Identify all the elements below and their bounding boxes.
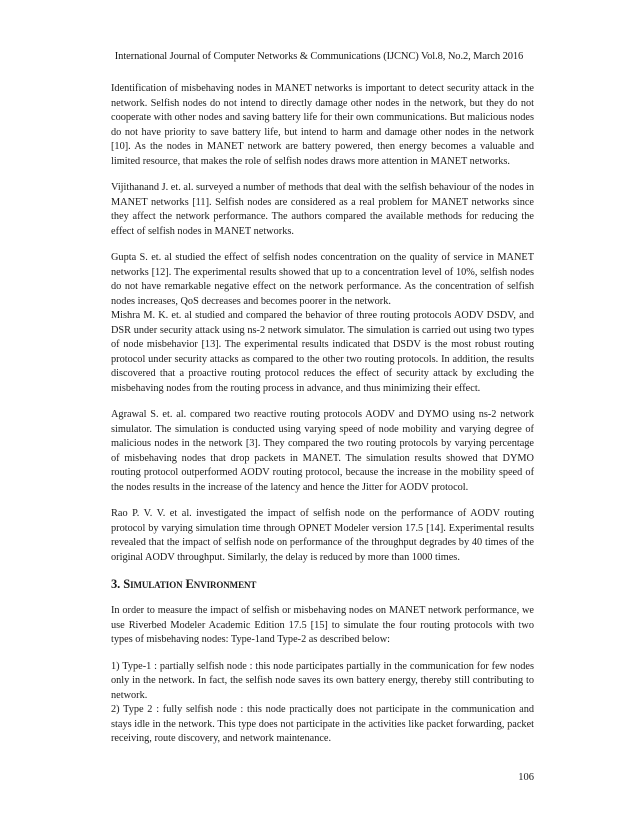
paragraph-vijithanand: Vijithanand J. et. al. surveyed a number of methods that deal with the selfish behaviour of the nodes in MANET networks [11]. Selfish nodes are considered as a real problem for MANET networks since they affect the network performance. The authors compared the available methods for reducing the effect of selfish nodes in MANET networks.	[111, 182, 534, 237]
section-heading	[111, 577, 534, 592]
list-item-type-1: 1) Type-1 : partially selfish node : this node participates partially in the communication for few nodes only in the network. In fact, the selfish node saves its own battery energy, thereby still contributing to network.	[111, 660, 534, 701]
page-body	[111, 82, 534, 759]
paragraph-agrawal: Agrawal S. et. al. compared two reactive routing protocols AODV and DYMO using ns-2 network simulator. The simulation is conducted using varying speed of node mobility and varying degree of malicious nodes in the network [3]. They compared the two routing protocols by varying percentage of misbehaving nodes that drop packets in MANET. The simulation results showed that DYMO routing protocol outperformed AODV routing protocol, because the increase in the mobility speed of the nodes results in the increase of the latency and hence the Jitter for AODV protocol.	[111, 409, 534, 493]
list-item-type-2: 2) Type 2 : fully selfish node : this node practically does not participate in the communication and stays idle in the network. This type does not participate in the activities like packet forwarding, packet receiving, route discovery, and network maintenance.	[111, 704, 534, 744]
section-title-text: Simulation Environment	[123, 577, 257, 591]
paragraph-rao: Rao P. V. V. et al. investigated the impact of selfish node on the performance of AODV routing protocol by varying simulation time through OPNET Modeler version 17.5 [14]. Experimental results revealed that the impact of selfish node on performance of the throughput degrades by 40 times of the original AODV throughput. Similarly, the delay is reduced by more than 1000 times.	[111, 508, 534, 563]
running-header: International Journal of Computer Networks & Communications (IJCNC) Vol.8, No.2, March 2016	[114, 51, 524, 62]
paragraph-mishra: Mishra M. K. et. al studied and compared the behavior of three routing protocols AODV DSDV, and DSR under security attack using ns-2 network simulator. The simulation is carried out using two types of node misbehavior [13]. The experimental results indicated that DSDV is the most robust routing protocol under security attacks as compared to the other two routing protocols. In addition, the results discovered that a proactive routing protocol reduces the effect of security attack by excluding the misbehaving nodes from the routing process in advance, and thus minimizing their effect.	[111, 310, 534, 394]
paragraph-simulation-intro: In order to measure the impact of selfish or misbehaving nodes on MANET network performance, we use Riverbed Modeler Academic Edition 17.5 [15] to simulate the four routing protocols with two types of misbehaving nodes: Type-1and Type-2 as described below:	[111, 605, 534, 645]
paragraph-misbehaving-nodes: Identification of misbehaving nodes in MANET networks is important to detect security attack in the network. Selfish nodes do not intend to directly damage other nodes in the network, but they do not cooperate with other nodes and saving battery life for their own communications. But malicious nodes do not have priority to save battery life, but intend to harm and damage other nodes in the network [10]. As the nodes in MANET network are battery powered, then energy becomes a valuable and limited resource, that makes the role of selfish nodes draws more attention in MANET networks.	[111, 83, 534, 167]
section-number: 3.	[111, 577, 121, 591]
paragraph-gupta: Gupta S. et. al studied the effect of selfish nodes concentration on the quality of service in MANET networks [12]. The experimental results showed that up to a concentration level of 10%, selfish nodes do not have remarkable negative effect on the network performance. As the concentration of selfish nodes increases, QoS decreases and becomes poorer in the network.	[111, 252, 534, 307]
page-number: 106	[518, 772, 534, 783]
